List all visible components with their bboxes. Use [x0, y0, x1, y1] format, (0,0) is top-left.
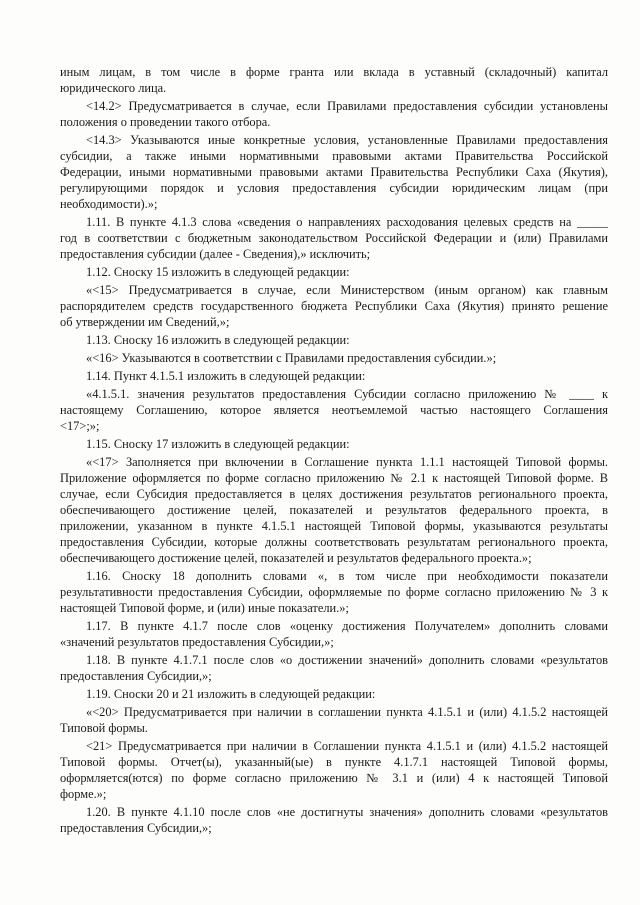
text-line: год в соответствии с бюджетным законодательством Российской Федерации и (или) Правилами [60, 231, 608, 245]
text-line: <21> Предусматривается при наличии в Соглашении пункта 4.1.5.1 и (или) 4.1.5.2 настоящей [86, 739, 608, 753]
text-line: иным лицам, в том числе в форме гранта или вклада в уставный (складочный) капитал [60, 65, 608, 79]
text-line: «значений результатов предоставления Субсидии,»; [60, 635, 334, 649]
text-line: «<16> Указываются в соответствии с Правилами предоставления субсидии.»; [86, 351, 497, 365]
text-line: оформляется(ются) по форме согласно приложению № 3.1 и (или) 4 к настоящей Типовой [60, 771, 608, 785]
text-line: Типовой формы. Отчет(ы), указанный(ые) в пункте 4.1.7.1 настоящей Типовой формы, [60, 755, 608, 769]
clause-1-18 [60, 652, 608, 684]
text-line: 1.19. Сноски 20 и 21 изложить в следующей редакции: [86, 687, 376, 701]
text-line: предоставления Субсидии,»; [60, 669, 212, 683]
text-line: «<20> Предусматривается при наличии в соглашении пункта 4.1.5.1 и (или) 4.1.5.2 настоящей [86, 705, 608, 719]
text-line: обеспечивающего достижение целей, показателей и результатов федерального проекта.»; [60, 551, 532, 565]
text-line: <14.3> Указываются иные конкретные условия, установленные Правилами предоставления [86, 133, 608, 147]
clause-1-13 [60, 332, 608, 348]
text-line: 1.20. В пункте 4.1.10 после слов «не достигнуты значения» дополнить словами «результатов [86, 805, 608, 819]
text-line: <17>;»; [60, 419, 100, 433]
text-line: регулирующими порядок и условия предоставления субсидии юридическим лицам (при [60, 181, 608, 195]
text-line: предоставления Субсидии, которые должны соответствовать результатам регионального проекта, [60, 535, 608, 549]
clause-1-15 [60, 436, 608, 452]
text-line: случае, если Субсидия предоставляется в целях достижения результатов регионального проекта, [60, 487, 608, 501]
footnote-15 [60, 282, 608, 330]
text-line: 1.14. Пункт 4.1.5.1 изложить в следующей редакции: [86, 369, 366, 383]
text-line: необходимости).»; [60, 197, 158, 211]
text-line: 1.18. В пункте 4.1.7.1 после слов «о достижении значений» дополнить словами «результатов [86, 653, 608, 667]
text-line: настоящей Типовой форме, и (или) иные показатели.»; [60, 601, 349, 615]
clause-1-19 [60, 686, 608, 702]
text-line: предоставления субсидии (далее - Сведения),» исключить; [60, 247, 371, 261]
paragraph-continuation [60, 64, 608, 96]
item-4-1-5-1 [60, 386, 608, 434]
text-line: результативности предоставления Субсидии, оформляемые по форме согласно приложению № 3 к [60, 585, 608, 599]
text-line: форме.»; [60, 787, 107, 801]
clause-1-12 [60, 264, 608, 280]
text-line: об утверждении им Сведений,»; [60, 315, 230, 329]
clause-1-16 [60, 568, 608, 616]
text-line: юридического лица. [60, 81, 167, 95]
clause-1-11 [60, 214, 608, 262]
text-line: «4.1.5.1. значения результатов предоставления Субсидии согласно приложению № ____ к [86, 387, 608, 401]
text-line: Федерации, иными нормативными правовыми актами Правительства Республики Саха (Якутия), [60, 165, 608, 179]
footnote-20 [60, 704, 608, 736]
footnote-21 [60, 738, 608, 802]
text-line: 1.12. Сноску 15 изложить в следующей редакции: [86, 265, 350, 279]
text-line: предоставления Субсидии,»; [60, 821, 212, 835]
text-line: распорядителем средств государственного бюджета Республики Саха (Якутия) принято решение [60, 299, 608, 313]
text-line: <14.2> Предусматривается в случае, если Правилами предоставления субсидии установлены [86, 99, 608, 113]
text-line: 1.13. Сноску 16 изложить в следующей редакции: [86, 333, 350, 347]
text-line: «<17> Заполняется при включении в Соглашение пункта 1.1.1 настоящей Типовой формы. [86, 455, 608, 469]
text-line: Типовой формы. [60, 721, 148, 735]
text-line: положения о проведении такого отбора. [60, 115, 271, 129]
footnote-17 [60, 454, 608, 566]
footnote-14-3 [60, 132, 608, 212]
clause-1-20 [60, 804, 608, 836]
text-line: обеспечивающего достижение целей, показателей и результатов федерального проекта, в [60, 503, 608, 517]
text-line: 1.17. В пункте 4.1.7 после слов «оценку достижения Получателем» дополнить словами [86, 619, 608, 633]
footnote-14-2 [60, 98, 608, 130]
text-line: Приложение оформляется по форме согласно приложению № 2.1 к настоящей Типовой форме. В [60, 471, 608, 485]
clause-1-17 [60, 618, 608, 650]
clause-1-14 [60, 368, 608, 384]
text-line: настоящему Соглашению, которое является неотъемлемой частью настоящего Соглашения [60, 403, 608, 417]
text-line: «<15> Предусматривается в случае, если Министерством (иным органом) как главным [86, 283, 608, 297]
text-line: субсидии, а также иными нормативными правовыми актами Правительства Российской [60, 149, 608, 163]
text-line: 1.16. Сноску 18 дополнить словами «, в том числе при необходимости показатели [86, 569, 608, 583]
text-line: 1.11. В пункте 4.1.3 слова «сведения о направлениях расходования целевых средств на _____ [86, 215, 608, 229]
text-line: приложении, указанном в пункте 4.1.5.1 настоящей Типовой формы, указываются результаты [60, 519, 608, 533]
text-line: 1.15. Сноску 17 изложить в следующей редакции: [86, 437, 350, 451]
footnote-16 [60, 350, 608, 366]
